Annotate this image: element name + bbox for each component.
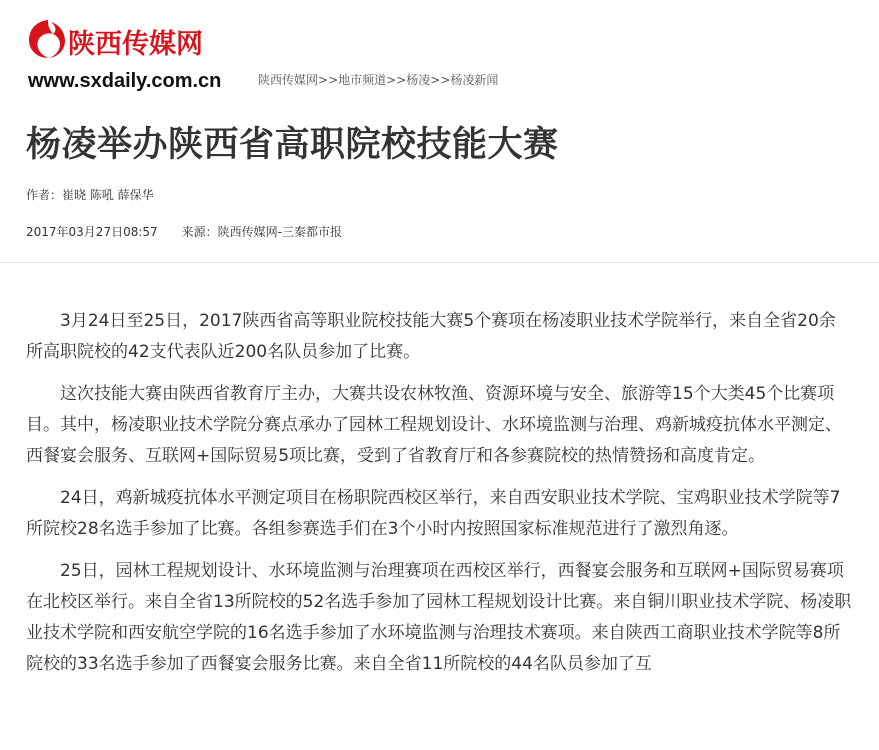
article-author: 作者：崔晓 陈吼 薛保华	[26, 188, 154, 202]
breadcrumb-yangling[interactable]: 杨凌	[406, 73, 431, 87]
site-url: www.sxdaily.com.cn	[28, 70, 222, 92]
breadcrumb-separator: >>	[386, 73, 407, 87]
breadcrumb	[258, 71, 498, 88]
breadcrumb-separator: >>	[318, 73, 339, 87]
article-body	[26, 306, 852, 691]
breadcrumb-yangling-news[interactable]: 杨凌新闻	[450, 73, 499, 87]
article-meta	[26, 223, 342, 240]
article-title: 杨凌举办陕西省高职院校技能大赛	[26, 125, 559, 165]
article-paragraph: 25日，园林工程规划设计、水环境监测与治理赛项在西校区举行，西餐宴会服务和互联网+国际贸易赛项在北校区举行。来自全省13所院校的52名选手参加了园林工程规划设计比赛。来自铜川职业技术学院、杨凌职业技术学院和西安航空学院的16名选手参加了水环境监测与治理技术赛项。来自陕西工商职业技术学院等8所院校的33名选手参加了西餐宴会服务比赛。来自全省11所院校的44名队员参加了互	[26, 561, 852, 674]
article-paragraph: 3月24日至25日，2017陕西省高等职业院校技能大赛5个赛项在杨凌职业技术学院举行，来自全省20余所高职院校的42支代表队近200名队员参加了比赛。	[26, 311, 836, 362]
site-name: 陕西传媒网	[68, 29, 203, 60]
article-source: 来源：陕西传媒网-三秦都市报	[181, 225, 343, 239]
site-logo[interactable]	[26, 14, 226, 94]
header-divider	[0, 262, 879, 263]
breadcrumb-home[interactable]: 陕西传媒网	[258, 73, 319, 87]
article-paragraph: 这次技能大赛由陕西省教育厅主办，大赛共设农林牧渔、资源环境与安全、旅游等15个大类45个比赛项目。其中，杨凌职业技术学院分赛点承办了园林工程规划设计、水环境监测与治理、鸡新城疫抗体水平测定、西餐宴会服务、互联网+国际贸易5项比赛，受到了省教育厅和各参赛院校的热情赞扬和高度肯定。	[26, 384, 842, 466]
swirl-logo-icon	[26, 18, 68, 60]
article-paragraph: 24日，鸡新城疫抗体水平测定项目在杨职院西校区举行，来自西安职业技术学院、宝鸡职业技术学院等7所院校28名选手参加了比赛。各组参赛选手们在3个小时内按照国家标准规范进行了激烈角逐。	[26, 488, 841, 539]
publish-datetime: 2017年03月27日08:57	[26, 225, 158, 239]
breadcrumb-city-channel[interactable]: 地市频道	[338, 73, 387, 87]
breadcrumb-separator: >>	[430, 73, 451, 87]
